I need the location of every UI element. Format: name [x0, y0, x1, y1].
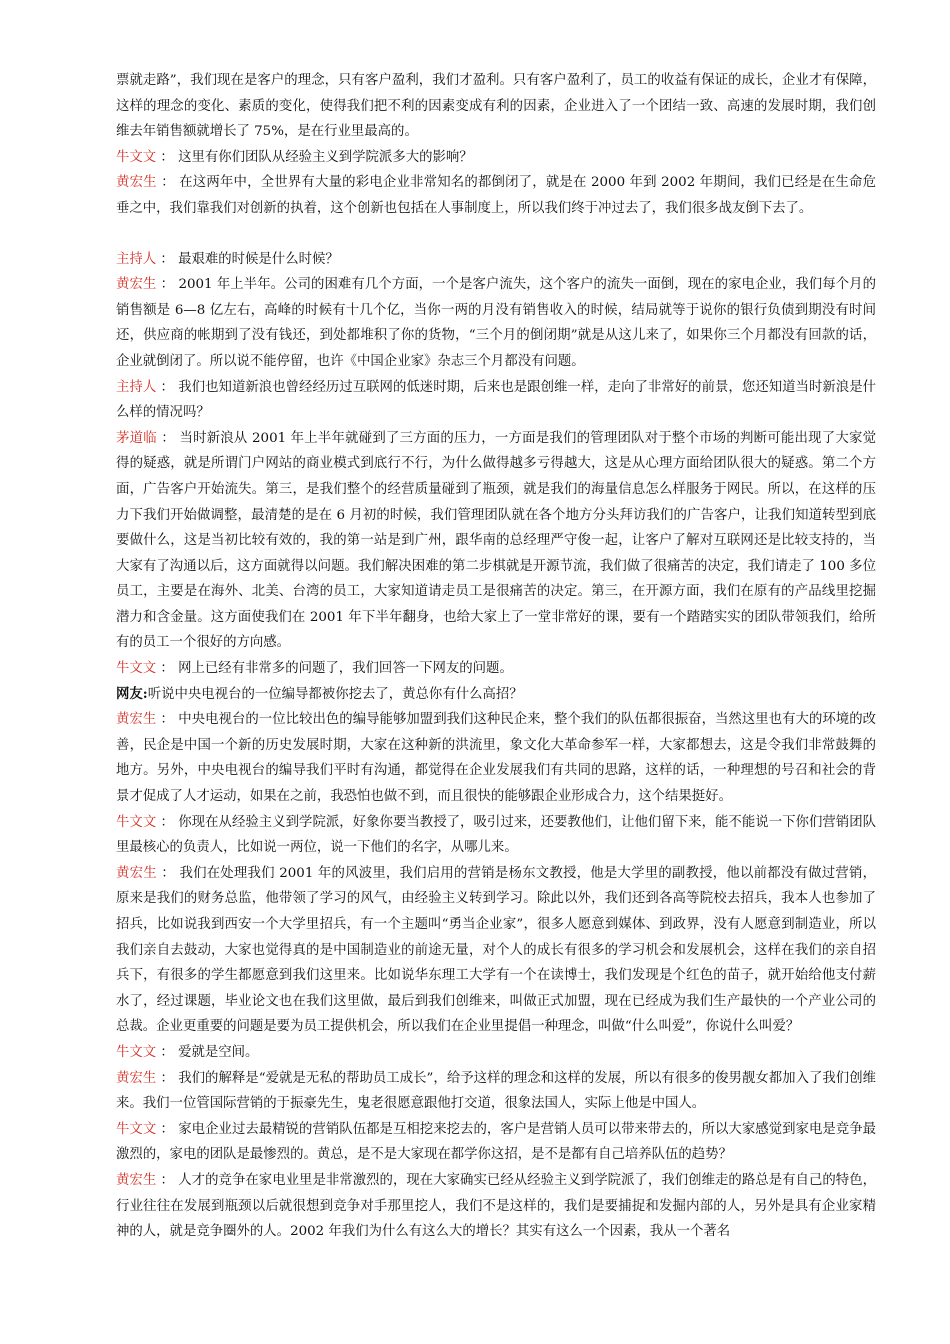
speaker-name: 黄宏生: [116, 1172, 157, 1188]
dialogue-line: [116, 1040, 876, 1066]
speaker-name: 黄宏生: [116, 175, 157, 191]
speaker-separator: ：: [156, 251, 179, 267]
dialogue-text: 2001 年上半年。公司的困难有几个方面，一个是客户流失，这个客户的流失一面倒，现在的家电企业，我们每个月的销售额是 6—8 亿左右，高峰的时候有十几个亿，当你一两的月没有销售收入的时候，结局就等于说你的银行负债到期没有时间还，供应商的帐期到了没有钱还，到处都堆积了你的货物，“三个月的倒闭期”就是从这儿来了，如果你三个月都没有回款的话，企业就倒闭了。所以说不能停留，也许《中国企业家》杂志三个月都没有问题。: [116, 277, 876, 369]
speaker-separator: ：: [156, 712, 179, 728]
dialogue-text: 这里有你们团队从经验主义到学院派多大的影响？: [178, 149, 473, 165]
speaker-separator: ：: [156, 865, 180, 881]
dialogue-line: [116, 375, 876, 426]
dialogue-text: 家电企业过去最精锐的营销队伍都是互相挖来挖去的，客户是营销人员可以带来带去的，所以大家感觉到家电是竞争最激烈的，家电的团队是最惨烈的。黄总，是不是大家现在都学你这招，是不是都有自己培养队伍的趋势？: [116, 1121, 877, 1163]
dialogue-line: [116, 1117, 876, 1168]
dialogue-text: 你现在从经验主义到学院派，好象你要当教授了，吸引过来，还要教他们，让他们留下来，能不能说一下你们营销团队里最核心的负责人，比如说一两位，说一下他们的名字，从哪儿来。: [116, 814, 877, 856]
dialogue-line: [116, 682, 876, 708]
dialogue-text: 人才的竞争在家电业里是非常激烈的，现在大家确实已经从经验主义到学院派了，我们创维走的路总是有自己的特色，行业往往在发展到瓶颈以后就很想到竞争对手那里挖人，我们不是这样的，我们是要捕捉和发掘内部的人，另外是具有企业家精神的人，就是竞争圈外的人。2002 年我们为什么有这么大的增长？其实有这么一个因素，我从一个著名: [116, 1172, 877, 1240]
speaker-name: 网友:: [116, 685, 148, 702]
speaker-separator: ：: [156, 430, 180, 446]
dialogue-text: 听说中央电视台的一位编导都被你挖去了，黄总你有什么高招？: [147, 686, 523, 702]
document-body: [116, 68, 876, 1245]
dialogue-line: [116, 145, 876, 171]
speaker-name: 黄宏生: [116, 865, 157, 881]
dialogue-text: 在这两年中，全世界有大量的彩电企业非常知名的都倒闭了，就是在 2000 年到 2002 年期间，我们已经是在生命危垂之中，我们靠我们对创新的执着，这个创新也包括在人事制度上，所以我们终于冲过去了，我们很多战友倒下去了。: [116, 175, 877, 216]
speaker-separator: ：: [156, 277, 179, 293]
speaker-name: 牛文文: [116, 661, 157, 677]
speaker-separator: ：: [156, 814, 179, 830]
paragraph: [116, 68, 876, 145]
speaker-name: 黄宏生: [116, 1070, 157, 1086]
speaker-name: 牛文文: [116, 814, 157, 830]
speaker-name: 牛文文: [116, 1044, 157, 1060]
speaker-name: 牛文文: [116, 149, 157, 165]
dialogue-line: [116, 861, 876, 1040]
dialogue-line: [116, 170, 876, 221]
paragraph-text: 票就走路”，我们现在是客户的理念，只有客户盈利，我们才盈利。只有客户盈利了，员工的收益有保证的成长，企业才有保障，这样的理念的变化、素质的变化，使得我们把不利的因素变成有利的因素，企业进入了一个团结一致、高速的发展时期，我们创维去年销售额就增长了 75%，是在行业里最高的。: [116, 73, 876, 140]
speaker-name: 主持人: [116, 251, 157, 267]
dialogue-text: 中央电视台的一位比较出色的编导能够加盟到我们这种民企来，整个我们的队伍都很振奋，当然这里也有大的环境的改善，民企是中国一个新的历史发展时期，大家在这种新的洪流里，象文化大革命参军一样，大家都想去，这是令我们非常鼓舞的地方。另外，中央电视台的编导我们平时有沟通，都觉得在企业发展我们有共同的思路，这样的话，一种理想的号召和社会的背景才促成了人才运动，如果在之前，我恐怕也做不到，而且很快的能够跟企业形成合力，这个结果挺好。: [116, 712, 877, 805]
speaker-separator: ：: [156, 175, 180, 191]
speaker-name: 茅道临: [116, 430, 157, 446]
speaker-separator: ：: [156, 1172, 179, 1188]
dialogue-line: [116, 656, 876, 682]
dialogue-line: [116, 810, 876, 861]
dialogue-line: [116, 247, 876, 273]
speaker-separator: ：: [156, 1070, 179, 1086]
dialogue-line: [116, 707, 876, 809]
dialogue-line: [116, 1066, 876, 1117]
dialogue-text: 我们的解释是“爱就是无私的帮助员工成长”，给予这样的理念和这样的发展，所以有很多的俊男靓女都加入了我们创维来。我们一位管国际营销的于振豪先生，鬼老很愿意跟他打交道，很象法国人，实际上他是中国人。: [116, 1070, 877, 1112]
speaker-name: 主持人: [116, 379, 157, 395]
dialogue-text: 当时新浪从 2001 年上半年就碰到了三方面的压力，一方面是我们的管理团队对于整个市场的判断可能出现了大家觉得的疑惑，就是所谓门户网站的商业模式到底行不行，为什么做得越多亏得越大，这是从心理方面给团队很大的疑惑。第二个方面，广告客户开始流失。第三，是我们整个的经营质量碰到了瓶颈，就是我们的海量信息怎么样服务于网民。所以，在这样的压力下我们开始做调整，最清楚的是在 6 月初的时候，我们管理团队就在各个地方分头拜访我们的广告客户，让我们知道转型到底要做什么，这是当初比较有效的，我的第一站是到广州，跟华南的总经理严守俊一起，让客户了解对互联网还是比较支持的，当大家有了沟通以后，这方面就得以问题。我们解决困难的第二步棋就是开源节流，我们做了很痛苦的决定，我们请走了 100 多位员工，主要是在海外、北美、台湾的员工，大家知道请走员工是很痛苦的决定。第三，在开源方面，我们在原有的产品线里挖掘潜力和含金量。这方面使我们在 2001 年下半年翻身，也给大家上了一堂非常好的课，要有一个踏踏实实的团队带领我们，给所有的员工一个很好的方向感。: [116, 430, 876, 651]
speaker-separator: ：: [156, 1121, 179, 1137]
speaker-separator: ：: [156, 661, 179, 677]
speaker-name: 牛文文: [116, 1121, 157, 1137]
dialogue-line: [116, 272, 876, 374]
dialogue-text: 我们在处理我们 2001 年的风波里，我们启用的营销是杨东文教授，他是大学里的副教授，他以前都没有做过营销，原来是我们的财务总监，他带领了学习的风气，由经验主义转到学习。除此以外，我们还到各高等院校去招兵，我本人也参加了招兵，比如说我到西安一个大学里招兵，有一个主题叫“勇当企业家”，很多人愿意到媒体、到政界，没有人愿意到制造业，所以我们亲自去鼓动，大家也觉得真的是中国制造业的前途无量，对个人的成长有很多的学习机会和发展机会，这样在我们的亲自招兵下，有很多的学生都愿意到我们这里来。比如说华东理工大学有一个在读博士，我们发现是个红色的苗子，就开始给他支付薪水了，经过课题，毕业论文也在我们这里做，最后到我们创维来，叫做正式加盟，现在已经成为我们生产最快的一个产业公司的总裁。企业更重要的问题是要为员工提供机会，所以我们在企业里提倡一种理念，叫做“什么叫爱”，你说什么叫爱？: [116, 865, 876, 1035]
dialogue-text: 最艰难的时候是什么时候？: [178, 251, 339, 267]
dialogue-line: [116, 1168, 876, 1245]
dialogue-text: 爱就是空间。: [178, 1044, 259, 1060]
speaker-separator: ：: [156, 1044, 179, 1060]
speaker-separator: ：: [156, 149, 179, 165]
paragraph-gap: [116, 222, 876, 247]
speaker-name: 黄宏生: [116, 277, 157, 293]
dialogue-text: 网上已经有非常多的问题了，我们回答一下网友的问题。: [178, 661, 513, 677]
dialogue-line: [116, 426, 876, 656]
speaker-name: 黄宏生: [116, 712, 157, 728]
dialogue-text: 我们也知道新浪也曾经经历过互联网的低迷时期，后来也是跟创维一样，走向了非常好的前景，您还知道当时新浪是什么样的情况吗？: [116, 379, 877, 421]
speaker-separator: ：: [156, 379, 179, 395]
